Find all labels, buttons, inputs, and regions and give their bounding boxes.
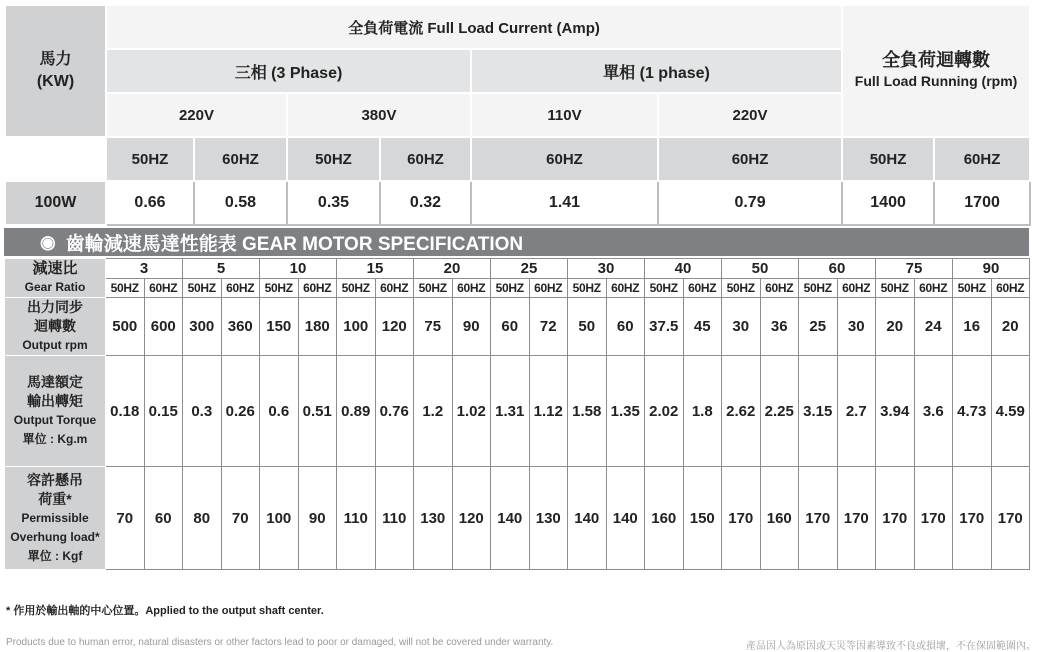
frequency-cell: 50HZ [260, 278, 299, 298]
overhung-load-cell: 170 [914, 467, 953, 570]
output-torque-cell: 3.6 [914, 356, 953, 467]
overhung-load-cell: 120 [452, 467, 491, 570]
output-rpm-cell: 20 [991, 298, 1030, 356]
hz-row-spacer [5, 137, 106, 181]
hp-label-cn: 馬力 [39, 51, 72, 68]
output-rpm-cell: 120 [375, 298, 414, 356]
frequency-cell: 60HZ [606, 278, 645, 298]
hz-cell: 60HZ [471, 137, 658, 181]
output-rpm-cell: 180 [298, 298, 337, 356]
output-rpm-cell: 60 [606, 298, 645, 356]
output-torque-cell: 0.18 [106, 356, 145, 467]
gear-ratio-label [5, 259, 106, 298]
label-line: 單位 : Kg.m [22, 432, 88, 446]
output-torque-cell: 3.94 [876, 356, 915, 467]
overhung-load-cell: 160 [760, 467, 799, 570]
hz-cell: 50HZ [842, 137, 934, 181]
frequency-cell: 60HZ [914, 278, 953, 298]
overhung-load-cell: 100 [260, 467, 299, 570]
gear-ratio-cell: 40 [645, 259, 722, 279]
overhung-load-cell: 170 [876, 467, 915, 570]
gear-ratio-cell: 75 [876, 259, 953, 279]
output-torque-cell: 0.3 [183, 356, 222, 467]
section-title: 齒輪減速馬達性能表 GEAR MOTOR SPECIFICATION [65, 233, 524, 255]
output-torque-cell: 1.31 [491, 356, 530, 467]
output-torque-cell: 1.58 [568, 356, 607, 467]
frequency-cell: 60HZ [529, 278, 568, 298]
label-line: Overhung load* [10, 529, 100, 544]
output-rpm-cell: 25 [799, 298, 838, 356]
output-torque-cell: 0.15 [144, 356, 183, 467]
rpm-title [842, 5, 1030, 137]
output-torque-cell: 2.62 [722, 356, 761, 467]
output-torque-label [5, 356, 106, 467]
hz-cell: 60HZ [934, 137, 1030, 181]
output-rpm-cell: 600 [144, 298, 183, 356]
output-torque-cell: 2.7 [837, 356, 876, 467]
voltage-110: 110V [471, 93, 658, 137]
label-line: 輸出轉矩 [27, 393, 83, 409]
output-rpm-cell: 20 [876, 298, 915, 356]
current-value: 0.66 [106, 181, 194, 225]
disclaimer-en: Products due to human error, natural disasters or other factors lead to poor or damaged, will not be covered under warranty. [6, 637, 554, 648]
frequency-cell: 60HZ [298, 278, 337, 298]
overhung-load-cell: 140 [568, 467, 607, 570]
frequency-cell: 50HZ [491, 278, 530, 298]
gear-ratio-cell: 20 [414, 259, 491, 279]
output-torque-cell: 1.8 [683, 356, 722, 467]
rpm-title-en: Full Load Running (rpm) [854, 73, 1018, 89]
rpm-value: 1400 [842, 181, 934, 225]
output-torque-cell: 0.6 [260, 356, 299, 467]
overhung-load-cell: 170 [799, 467, 838, 570]
output-rpm-cell: 37.5 [645, 298, 684, 356]
current-value: 0.32 [380, 181, 471, 225]
gear-ratio-cell: 10 [260, 259, 337, 279]
hz-cell: 50HZ [287, 137, 380, 181]
current-value: 0.35 [287, 181, 380, 225]
spec-sheet [4, 4, 1029, 570]
output-torque-cell: 2.25 [760, 356, 799, 467]
rpm-title-cn: 全負荷迴轉數 [882, 50, 991, 70]
current-value: 1.41 [471, 181, 658, 225]
frequency-cell: 50HZ [337, 278, 376, 298]
label-line: 迴轉數 [34, 318, 76, 334]
frequency-cell: 60HZ [452, 278, 491, 298]
label-line: Output rpm [22, 338, 88, 352]
output-torque-cell: 0.76 [375, 356, 414, 467]
frequency-cell: 50HZ [183, 278, 222, 298]
hp-label-en: (KW) [36, 73, 75, 90]
power-label: 100W [5, 181, 106, 225]
output-torque-cell: 1.2 [414, 356, 453, 467]
output-torque-cell: 2.02 [645, 356, 684, 467]
gear-ratio-cell: 90 [953, 259, 1030, 279]
voltage-220-single: 220V [658, 93, 842, 137]
output-torque-cell: 4.73 [953, 356, 992, 467]
output-rpm-cell: 100 [337, 298, 376, 356]
gear-spec-table [4, 258, 1030, 570]
single-phase-header: 單相 (1 phase) [471, 49, 842, 93]
hz-cell: 60HZ [380, 137, 471, 181]
gear-ratio-cell: 15 [337, 259, 414, 279]
overhung-load-label [5, 467, 106, 570]
frequency-cell: 50HZ [799, 278, 838, 298]
hz-cell: 60HZ [658, 137, 842, 181]
overhung-load-cell: 130 [414, 467, 453, 570]
frequency-cell: 50HZ [876, 278, 915, 298]
gear-ratio-label-cn: 減速比 [32, 260, 78, 277]
bullet-icon: ◉ [40, 231, 56, 252]
overhung-load-cell: 110 [337, 467, 376, 570]
output-rpm-cell: 500 [106, 298, 145, 356]
gear-ratio-cell: 5 [183, 259, 260, 279]
output-torque-cell: 1.12 [529, 356, 568, 467]
voltage-380: 380V [287, 93, 471, 137]
frequency-cell: 60HZ [683, 278, 722, 298]
gear-ratio-label-en: Gear Ratio [24, 280, 86, 294]
output-torque-cell: 4.59 [991, 356, 1030, 467]
label-line: 荷重* [38, 490, 72, 507]
overhung-load-cell: 170 [991, 467, 1030, 570]
overhung-load-cell: 170 [837, 467, 876, 570]
section-banner [4, 228, 1029, 256]
current-value: 0.58 [194, 181, 287, 225]
frequency-cell: 50HZ [722, 278, 761, 298]
footnote: * 作用於輸出軸的中心位置。Applied to the output shaft center. [6, 605, 324, 617]
frequency-cell: 60HZ [144, 278, 183, 298]
output-rpm-cell: 150 [260, 298, 299, 356]
overhung-load-cell: 170 [722, 467, 761, 570]
output-rpm-cell: 45 [683, 298, 722, 356]
output-rpm-cell: 360 [221, 298, 260, 356]
output-rpm-cell: 36 [760, 298, 799, 356]
gear-ratio-cell: 30 [568, 259, 645, 279]
hp-label [5, 5, 106, 137]
output-torque-cell: 1.02 [452, 356, 491, 467]
overhung-load-cell: 140 [606, 467, 645, 570]
frequency-cell: 50HZ [953, 278, 992, 298]
frequency-cell: 60HZ [760, 278, 799, 298]
label-line: 單位 : Kgf [27, 548, 83, 563]
current-title: 全負荷電流 Full Load Current (Amp) [106, 5, 842, 49]
gear-ratio-cell: 25 [491, 259, 568, 279]
hz-cell: 50HZ [106, 137, 194, 181]
output-rpm-cell: 300 [183, 298, 222, 356]
output-rpm-cell: 60 [491, 298, 530, 356]
label-line: 出力同步 [27, 299, 83, 315]
frequency-cell: 60HZ [991, 278, 1030, 298]
frequency-cell: 50HZ [414, 278, 453, 298]
output-torque-cell: 1.35 [606, 356, 645, 467]
hz-cell: 60HZ [194, 137, 287, 181]
overhung-load-cell: 130 [529, 467, 568, 570]
output-torque-cell: 3.15 [799, 356, 838, 467]
overhung-load-cell: 70 [106, 467, 145, 570]
output-rpm-label [5, 298, 106, 356]
label-line: 容許懸吊 [27, 471, 83, 488]
label-line: 馬達額定 [27, 374, 83, 390]
label-line: Output Torque [13, 413, 97, 427]
output-rpm-cell: 16 [953, 298, 992, 356]
output-rpm-cell: 90 [452, 298, 491, 356]
frequency-cell: 50HZ [568, 278, 607, 298]
output-rpm-cell: 30 [837, 298, 876, 356]
three-phase-header: 三相 (3 Phase) [106, 49, 471, 93]
overhung-load-cell: 150 [683, 467, 722, 570]
output-rpm-cell: 72 [529, 298, 568, 356]
voltage-220: 220V [106, 93, 287, 137]
disclaimer-cn: 產品因人為原因或天災等因素導致不良或損壞，不在保固範圍內。 [746, 641, 1036, 652]
overhung-load-cell: 140 [491, 467, 530, 570]
frequency-cell: 60HZ [375, 278, 414, 298]
output-rpm-cell: 24 [914, 298, 953, 356]
frequency-cell: 50HZ [645, 278, 684, 298]
gear-ratio-cell: 50 [722, 259, 799, 279]
overhung-load-cell: 60 [144, 467, 183, 570]
gear-ratio-cell: 3 [106, 259, 183, 279]
overhung-load-cell: 160 [645, 467, 684, 570]
frequency-cell: 60HZ [221, 278, 260, 298]
frequency-cell: 60HZ [837, 278, 876, 298]
overhung-load-cell: 90 [298, 467, 337, 570]
output-rpm-cell: 50 [568, 298, 607, 356]
output-torque-cell: 0.26 [221, 356, 260, 467]
overhung-load-cell: 170 [953, 467, 992, 570]
overhung-load-cell: 110 [375, 467, 414, 570]
frequency-cell: 50HZ [106, 278, 145, 298]
overhung-load-cell: 70 [221, 467, 260, 570]
current-value: 0.79 [658, 181, 842, 225]
overhung-load-cell: 80 [183, 467, 222, 570]
label-line: Permissible [21, 510, 89, 525]
output-rpm-cell: 30 [722, 298, 761, 356]
gear-ratio-cell: 60 [799, 259, 876, 279]
output-torque-cell: 0.89 [337, 356, 376, 467]
current-table [4, 4, 1031, 226]
output-torque-cell: 0.51 [298, 356, 337, 467]
rpm-value: 1700 [934, 181, 1030, 225]
disclaimer [6, 637, 1036, 652]
output-rpm-cell: 75 [414, 298, 453, 356]
